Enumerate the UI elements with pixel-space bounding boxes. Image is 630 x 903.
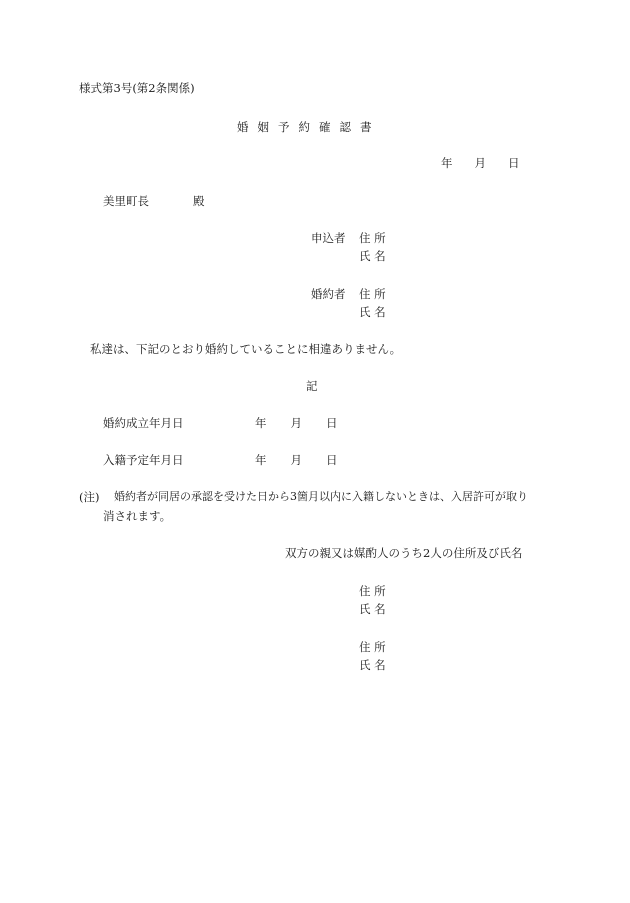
date-line	[441, 156, 520, 170]
addressee	[103, 194, 205, 208]
ki-label: 記	[306, 379, 318, 393]
witness-name-label: 氏 名	[359, 658, 386, 672]
item-date	[255, 453, 338, 467]
note-marker: (注)	[79, 490, 100, 504]
witness-name-label: 氏 名	[359, 602, 386, 616]
addressee-name: 美里町長	[103, 194, 149, 208]
addressee-honorific: 殿	[193, 194, 205, 208]
fiance-name-label: 氏 名	[359, 305, 386, 319]
item-month: 月	[290, 453, 302, 467]
item-day: 日	[326, 416, 338, 430]
item-date	[255, 416, 338, 430]
date-year: 年	[441, 156, 453, 170]
date-day: 日	[508, 156, 520, 170]
item-year: 年	[255, 453, 267, 467]
form-label: 様式第3号(第2条関係)	[79, 81, 195, 95]
item-row	[103, 453, 184, 467]
fiance-address-label: 住 所	[359, 287, 386, 301]
witness-heading: 双方の親又は媒酌人のうち2人の住所及び氏名	[285, 546, 523, 560]
document-title: 婚姻予約確認書	[237, 120, 381, 134]
witness-address-label: 住 所	[359, 584, 386, 598]
item-year: 年	[255, 416, 267, 430]
item-day: 日	[326, 453, 338, 467]
item-label: 婚約成立年月日	[103, 416, 184, 430]
statement: 私達は、下記のとおり婚約していることに相違ありません。	[90, 342, 402, 356]
witness-address-label: 住 所	[359, 640, 386, 654]
applicant-name-label: 氏 名	[359, 249, 386, 263]
item-row	[103, 416, 184, 430]
applicant-role: 申込者	[311, 231, 346, 245]
applicant-address-label: 住 所	[359, 231, 386, 245]
note-line-2: 消されます。	[103, 509, 172, 523]
item-month: 月	[290, 416, 302, 430]
note-line-1: 婚約者が同居の承認を受けた日から3箇月以内に入籍しないときは、入居許可が取り	[114, 490, 528, 503]
date-month: 月	[474, 156, 486, 170]
fiance-role: 婚約者	[311, 287, 346, 301]
item-label: 入籍予定年月日	[103, 453, 184, 467]
